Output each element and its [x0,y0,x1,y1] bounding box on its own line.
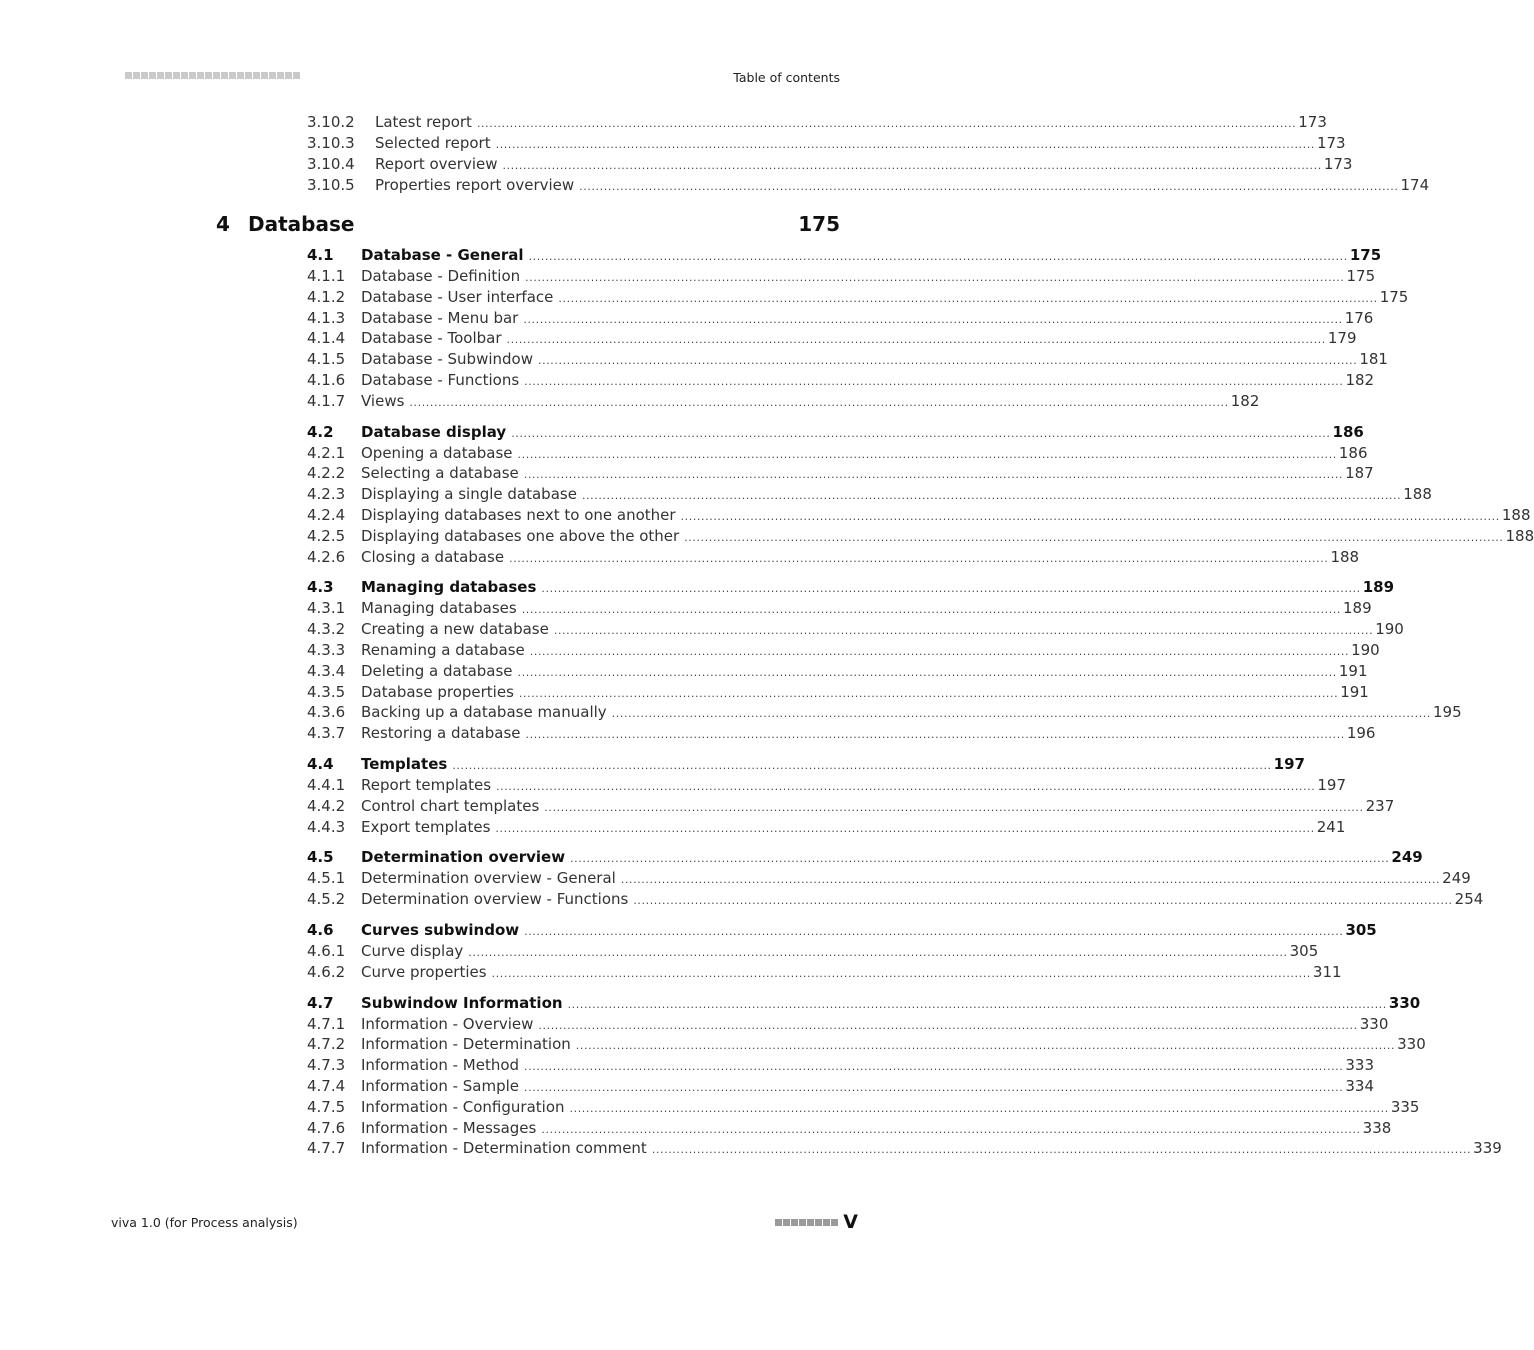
entry-page: 196 [1346,724,1376,743]
entry-number: 4.3 [307,578,334,597]
entry-title: Information - Determination comment [361,1139,647,1158]
entry-title: Deleting a database [361,661,513,680]
toc-entry[interactable] [307,175,1430,195]
dot-leader: ........................................................................................................................................................................................................ [575,1039,1396,1053]
entry-number: 4.7.3 [307,1056,346,1075]
entry-title: Renaming a database [361,641,525,659]
running-header: Table of contents [733,70,840,85]
entry-page: 174 [1400,176,1430,194]
dot-leader: ........................................................................................................................................................................................................ [468,946,1288,959]
entry-title: Selected report [375,134,491,152]
dot-leader: ........................................................................................................................................................................................................ [511,426,1331,440]
dot-leader: ........................................................................................................................................................................................................ [553,624,1374,638]
toc-entry[interactable] [307,868,1471,888]
dot-leader: ........................................................................................................................................................................................................ [517,665,1337,679]
header-decoration [125,72,300,79]
entry-number: 4.3.2 [307,620,346,639]
dot-leader: ........................................................................................................................................................................................................ [611,707,1431,721]
entry-number: 4.2.2 [307,464,346,483]
toc-entry[interactable] [307,484,1432,504]
dot-leader: ........................................................................................................................................................................................................ [452,759,1272,772]
entry-number: 4.4.1 [307,776,346,794]
toc-entry[interactable] [307,598,1372,618]
entry-page: 175 [1349,246,1382,264]
entry-title: Database - Menu bar [361,308,519,327]
toc-entry[interactable] [307,463,1374,483]
entry-title: Determination overview - General [361,869,616,888]
entry-title: Determination overview - Functions [361,890,629,909]
entry-title: Report overview [375,155,498,173]
entry-number: 4.7.7 [307,1139,346,1158]
dot-leader: ........................................................................................................................................................................................................ [684,530,1504,544]
dot-leader: ........................................................................................................................................................................................................ [523,312,1343,326]
entry-title: Database display [361,422,507,441]
entry-number: 4.2.1 [307,443,346,462]
entry-page: 311 [1312,962,1342,981]
entry-number: 4.3.5 [307,682,346,701]
dot-leader: ........................................................................................................................................................................................................ [541,1122,1361,1136]
toc-entry[interactable] [307,723,1376,743]
dot-leader: ........................................................................................................................................................................................................ [524,375,1344,388]
toc-entry[interactable] [307,941,1319,961]
entry-title: Selecting a database [361,464,519,483]
dot-leader: ........................................................................................................................................................................................................ [579,180,1399,193]
entry-number: 4.2.5 [307,526,346,545]
entry-title: Displaying a single database [361,485,577,504]
toc-entry[interactable] [307,962,1342,982]
entry-page: 189 [1362,578,1395,597]
toc-entry[interactable] [307,287,1409,307]
entry-number: 4.5.2 [307,890,346,909]
entry-title: Curves subwindow [361,921,520,939]
chapter-heading[interactable] [216,212,840,238]
toc-entry[interactable] [307,661,1368,681]
dot-leader: ........................................................................................................................................................................................................ [495,138,1315,151]
entry-page: 188 [1330,547,1360,566]
dot-leader: ........................................................................................................................................................................................................ [496,780,1316,793]
entry-number: 4.1.4 [307,329,346,348]
toc-entry[interactable] [307,133,1346,153]
entry-page: 197 [1273,755,1305,773]
dot-leader: ........................................................................................................................................................................................................ [567,997,1387,1011]
entry-title: Creating a new database [361,620,549,639]
entry-page: 176 [1344,308,1374,327]
entry-page: 197 [1317,776,1346,794]
toc-entry[interactable] [307,308,1374,328]
entry-page: 188 [1403,485,1432,504]
entry-number: 3.10.4 [307,155,355,173]
entry-page: 333 [1345,1056,1375,1075]
entry-page: 334 [1345,1077,1374,1095]
entry-title: Control chart templates [361,796,540,815]
entry-page: 179 [1327,329,1357,348]
toc-entry[interactable] [307,1014,1389,1034]
toc-section-entry[interactable] [307,847,1423,867]
entry-page: 338 [1362,1118,1392,1137]
entry-title: Database - Functions [361,371,520,389]
entry-number: 4.5.1 [307,869,346,888]
footer-decoration [775,1219,838,1226]
dot-leader: ........................................................................................................................................................................................................ [581,489,1402,503]
entry-number: 4.6 [307,921,334,939]
dot-leader: ........................................................................................................................................................................................................ [528,250,1348,263]
toc-entry[interactable] [307,796,1395,816]
entry-number: 4.1 [307,246,334,264]
toc-entry[interactable] [307,775,1346,795]
entry-number: 4.3.3 [307,641,346,659]
toc-entry[interactable] [307,1118,1392,1138]
entry-page: 173 [1316,134,1346,152]
entry-page: 237 [1365,796,1395,815]
entry-number: 4.4.2 [307,796,346,815]
entry-page: 188 [1501,506,1531,524]
entry-page: 305 [1345,921,1377,939]
dot-leader: ........................................................................................................................................................................................................ [517,447,1337,461]
toc-entry[interactable] [307,640,1380,660]
entry-number: 4.2.4 [307,506,346,524]
entry-number: 4.1.3 [307,308,346,327]
toc-section-entry[interactable] [307,754,1305,774]
toc-entry[interactable] [307,817,1346,837]
entry-number: 4.4 [307,755,334,773]
dot-leader: ........................................................................................................................................................................................................ [523,468,1344,482]
entry-title: Displaying databases one above the other [361,526,680,545]
entry-page: 191 [1340,682,1369,701]
toc-entry[interactable] [307,266,1376,286]
footer-page [775,1211,858,1233]
entry-page: 249 [1391,848,1423,867]
dot-leader: ........................................................................................................................................................................................................ [569,1101,1389,1115]
entry-number: 4.7.1 [307,1014,346,1033]
toc-entry[interactable] [307,1097,1420,1117]
entry-page: 190 [1351,641,1380,659]
entry-title: Database - General [361,246,524,264]
dot-leader: ........................................................................................................................................................................................................ [558,291,1378,305]
dot-leader: ........................................................................................................................................................................................................ [525,271,1345,284]
chapter-page: 175 [798,212,840,236]
toc-section-entry[interactable] [307,920,1377,940]
entry-number: 4.3.1 [307,599,346,618]
entry-number: 4.7.2 [307,1035,346,1054]
dot-leader: ........................................................................................................................................................................................................ [524,1060,1344,1074]
entry-page: 330 [1388,993,1421,1012]
entry-number: 4.7.6 [307,1118,346,1137]
entry-title: Information - Sample [361,1077,520,1095]
entry-title: Displaying databases next to one another [361,506,676,524]
entry-title: Information - Method [361,1056,520,1075]
entry-number: 4.1.2 [307,287,346,306]
entry-title: Database - Definition [361,267,521,285]
toc-section-entry[interactable] [307,422,1364,442]
toc-section-entry[interactable] [307,245,1382,265]
dot-leader: ........................................................................................................................................................................................................ [537,354,1358,368]
toc-entry[interactable] [307,391,1260,411]
entry-page: 195 [1433,703,1462,722]
entry-number: 4.7.4 [307,1077,346,1095]
dot-leader: ........................................................................................................................................................................................................ [620,873,1441,887]
entry-number: 3.10.2 [307,113,355,131]
toc-entry[interactable] [307,443,1368,463]
dot-leader: ........................................................................................................................................................................................................ [651,1143,1472,1157]
dot-leader: ........................................................................................................................................................................................................ [521,603,1342,617]
entry-page: 187 [1345,464,1374,483]
dot-leader: ........................................................................................................................................................................................................ [538,1018,1358,1032]
toc-entry[interactable] [307,619,1404,639]
entry-page: 189 [1343,599,1372,618]
toc-entry[interactable] [307,1138,1502,1158]
entry-page: 330 [1359,1014,1389,1033]
entry-page: 175 [1346,267,1376,285]
toc-section-entry[interactable] [307,577,1395,597]
toc-entry[interactable] [307,349,1388,369]
entry-number: 4.2.3 [307,485,346,504]
entry-title: Database - Toolbar [361,329,502,348]
toc-entry[interactable] [307,370,1375,390]
entry-page: 254 [1454,890,1484,909]
entry-title: Latest report [375,113,472,131]
entry-page: 182 [1230,391,1260,410]
dot-leader: ........................................................................................................................................................................................................ [476,117,1297,130]
entry-title: Opening a database [361,443,513,462]
entry-number: 4.5 [307,848,334,867]
entry-title: Curve properties [361,962,487,981]
entry-title: Views [361,391,405,410]
entry-page: 173 [1298,113,1327,131]
entry-number: 4.1.5 [307,350,346,369]
dot-leader: ........................................................................................................................................................................................................ [524,925,1344,938]
dot-leader: ........................................................................................................................................................................................................ [502,159,1322,172]
entry-number: 4.1.1 [307,267,346,285]
entry-number: 4.1.7 [307,391,346,410]
entry-title: Restoring a database [361,724,521,743]
entry-title: Backing up a database manually [361,703,607,722]
dot-leader: ........................................................................................................................................................................................................ [495,821,1315,835]
entry-title: Information - Messages [361,1118,537,1137]
dot-leader: ........................................................................................................................................................................................................ [409,395,1229,409]
entry-number: 3.10.5 [307,176,355,194]
entry-page: 339 [1473,1139,1502,1158]
entry-number: 4.7.5 [307,1097,346,1116]
toc-entry[interactable] [307,889,1484,909]
entry-title: Properties report overview [375,176,575,194]
chapter-title: Database [248,212,355,236]
entry-number: 4.6.2 [307,962,346,981]
entry-title: Export templates [361,817,491,836]
entry-title: Determination overview [361,848,566,867]
dot-leader: ........................................................................................................................................................................................................ [524,1081,1344,1094]
dot-leader: ........................................................................................................................................................................................................ [525,728,1345,742]
dot-leader: ........................................................................................................................................................................................................ [518,686,1339,700]
toc-entry[interactable] [307,154,1353,174]
dot-leader: ........................................................................................................................................................................................................ [509,551,1329,565]
toc-entry[interactable] [307,526,1534,546]
toc-entry[interactable] [307,547,1360,567]
entry-page: 335 [1390,1097,1420,1116]
toc-entry[interactable] [307,328,1357,348]
toc-entry[interactable] [307,1076,1374,1096]
entry-number: 4.4.3 [307,817,346,836]
dot-leader: ........................................................................................................................................................................................................ [491,966,1311,980]
entry-title: Subwindow Information [361,993,563,1012]
entry-title: Report templates [361,776,492,794]
entry-page: 181 [1359,350,1388,369]
entry-number: 4.2.6 [307,547,346,566]
dot-leader: ........................................................................................................................................................................................................ [541,582,1361,596]
entry-title: Information - Determination [361,1035,571,1054]
entry-title: Database properties [361,682,514,701]
dot-leader: ........................................................................................................................................................................................................ [506,333,1326,347]
entry-title: Templates [361,755,448,773]
toc-entry[interactable] [307,505,1531,525]
toc-section-entry[interactable] [307,993,1421,1013]
entry-number: 4.3.4 [307,661,346,680]
entry-number: 4.6.1 [307,942,346,960]
entry-title: Closing a database [361,547,505,566]
entry-page: 241 [1316,817,1346,836]
entry-number: 3.10.3 [307,134,355,152]
footer-product: viva 1.0 (for Process analysis) [111,1215,298,1230]
chapter-number: 4 [216,212,230,236]
entry-page: 186 [1338,443,1368,462]
dot-leader: ........................................................................................................................................................................................................ [570,852,1390,866]
entry-number: 4.2 [307,422,334,441]
page-number: V [843,1211,858,1233]
entry-title: Database - User interface [361,287,554,306]
toc-entry[interactable] [307,112,1327,132]
dot-leader: ........................................................................................................................................................................................................ [633,894,1453,908]
entry-title: Managing databases [361,578,537,597]
dot-leader: ........................................................................................................................................................................................................ [680,510,1500,523]
entry-page: 249 [1442,869,1471,888]
entry-title: Managing databases [361,599,517,618]
entry-page: 186 [1332,422,1364,441]
entry-title: Database - Subwindow [361,350,533,369]
entry-number: 4.7 [307,993,334,1012]
dot-leader: ........................................................................................................................................................................................................ [529,645,1350,658]
toc-entry[interactable] [307,682,1369,702]
entry-number: 4.1.6 [307,371,346,389]
entry-title: Information - Overview [361,1014,534,1033]
entry-page: 190 [1375,620,1404,639]
entry-title: Curve display [361,942,464,960]
dot-leader: ........................................................................................................................................................................................................ [544,800,1364,814]
entry-page: 191 [1338,661,1368,680]
entry-page: 330 [1397,1035,1426,1054]
toc-entry[interactable] [307,702,1462,722]
entry-page: 175 [1379,287,1409,306]
toc-entry[interactable] [307,1034,1426,1054]
entry-number: 4.3.7 [307,724,346,743]
entry-page: 305 [1289,942,1319,960]
entry-page: 173 [1323,155,1353,173]
entry-page: 188 [1505,526,1534,545]
entry-title: Information - Configuration [361,1097,565,1116]
toc-entry[interactable] [307,1055,1375,1075]
entry-number: 4.3.6 [307,703,346,722]
entry-page: 182 [1345,371,1375,389]
